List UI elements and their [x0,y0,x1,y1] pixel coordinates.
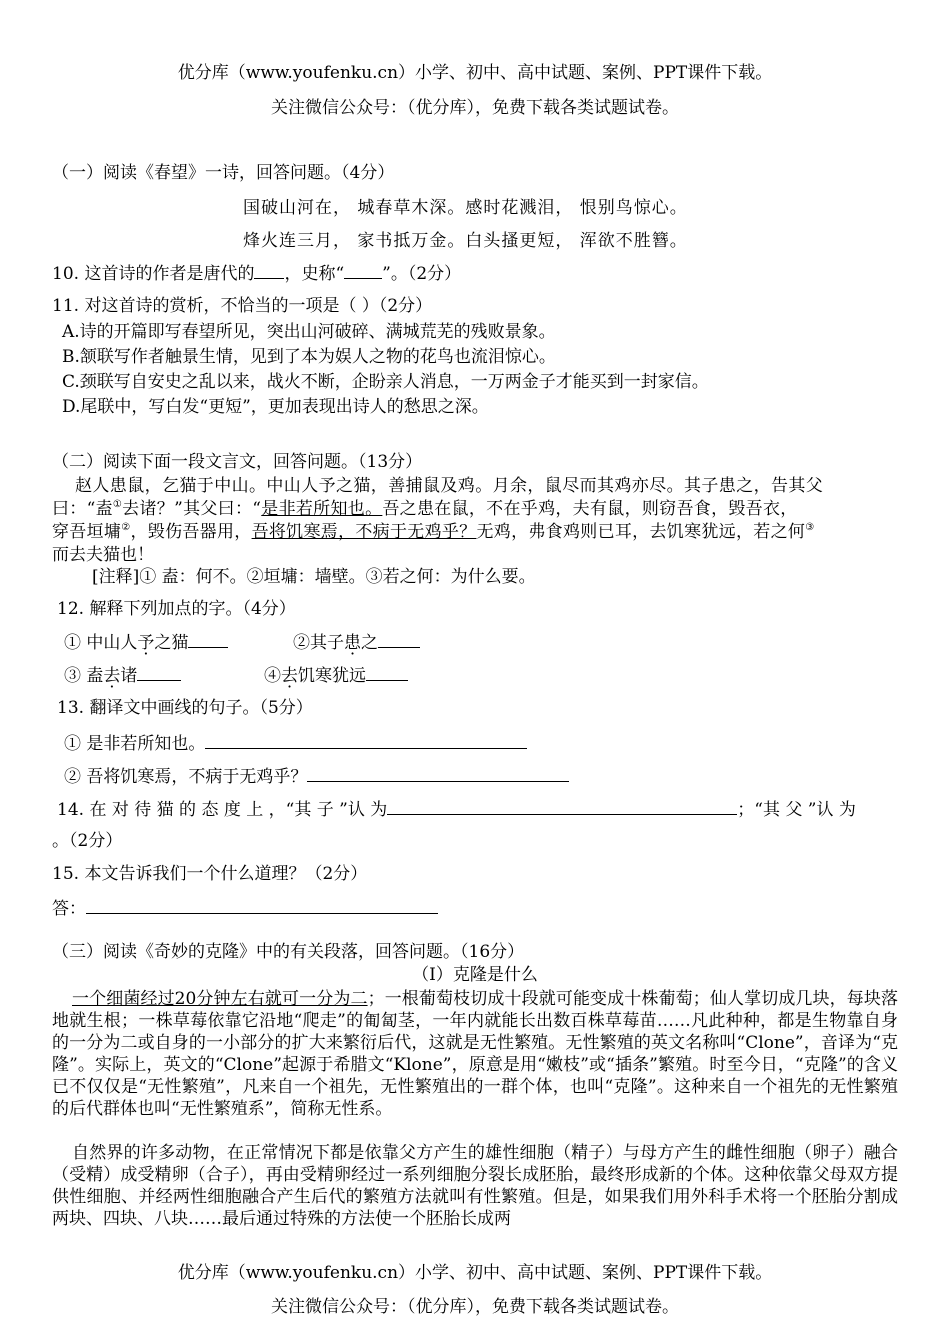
answer-label: 答： [52,899,86,919]
q11-option-c: C.颈联写自安史之乱以来，战火不断，企盼亲人消息，一万两金子才能买到一封家信。 [62,372,709,392]
q12-item-1 [64,631,228,654]
q14-blank-1[interactable] [387,798,737,815]
q13-item-1 [64,732,527,755]
q15-blank[interactable] [86,897,438,914]
section1-title: （一）阅读《春望》一诗，回答问题。（4分） [52,163,395,183]
text-seg: 14. 在 对 待 猫 的 态 度 上 ，“其 子 ”认 为 [57,800,388,820]
classical-text-line-2 [52,498,798,520]
q12-blank-2[interactable] [378,631,420,648]
q14-end: 。（2分） [52,831,123,851]
q12-item-4 [264,664,408,687]
text-seg: 曰：“盍 [52,499,113,519]
q13-blank-2[interactable] [307,765,569,782]
text-seg: ② 吾将饥寒焉，不病于无鸡乎？ [64,767,308,787]
text-seg: ④ [264,666,281,686]
section2-title: （二）阅读下面一段文言文，回答问题。（13分） [52,452,423,472]
footer-line-1: 优分库（www.youfenku.cn）小学、初中、高中试题、案例、PPT课件下载。 [177,1263,773,1283]
text-seg: 饥寒犹远 [298,666,366,686]
question-14 [57,798,856,821]
question-15: 15. 本文告诉我们一个什么道理？（2分） [52,864,368,884]
footnote-mark-1: ① [112,499,123,510]
classical-text-line-3 [52,521,814,543]
q11-option-a: A.诗的开篇即写春望所见，突出山河破碎、满城荒芜的残败景象。 [62,322,556,342]
text-seg: 穿吾垣墉 [52,522,122,542]
question-13: 13. 翻译文中画线的句子。（5分） [57,698,313,718]
section3-paragraph-1 [52,988,898,1120]
underlined-sentence: 一个细菌经过20分钟左右就可一分为二 [72,989,368,1009]
q15-answer-line [52,897,438,920]
underlined-sentence-2: 吾将饥寒焉，不病于无鸡乎？ [251,522,477,542]
q10-text-b: ，史称“ [284,264,345,284]
q10-text-c: ”。（2分） [382,264,462,284]
annotation-note: [注释]① 盍：何不。②垣墉：墙壁。③若之何：为什么要。 [92,567,536,587]
footnote-mark-3: ③ [805,522,815,533]
text-seg: ① 中山人 [64,633,138,653]
classical-text-line-4: 而去夫猫也！ [52,545,154,565]
text-seg: 去诸？”其父曰：“ [122,499,262,519]
header-line-1: 优分库（www.youfenku.cn）小学、初中、高中试题、案例、PPT课件下载。 [177,63,773,83]
text-seg: ；一根葡萄枝切成十段就可能变成十株葡萄；仙人掌切成几块，每块落地就生根；一株草莓依靠它沿地“爬走”的匍匐茎，一年内就能长出数百株草莓苗……凡此种种，都是生物靠自身的一分为二或自身的一小部分的扩大来繁衍后代，这就是无性繁殖。无性繁殖的英文名称叫“Clone”，音译为“克隆”。实际上，英文的“Clone”起源于希腊文“Klone”，原意是用“嫩枝”或“插条”繁殖。时至今日，“克隆”的含义已不仅仅是“无性繁殖”，凡来自一个祖先，无性繁殖出的一群个体，也叫“克隆”。这种来自一个祖先的无性繁殖的后代群体也叫“无性繁殖系”，简称无性系。 [52,989,898,1119]
q10-answer-blank-2[interactable] [344,262,382,279]
q12-blank-1[interactable] [188,631,228,648]
q11-option-b: B.颔联写作者触景生情，见到了本为娱人之物的花鸟也流泪惊心。 [62,347,556,367]
dotted-char: 去 [281,666,298,686]
header-line-2: 关注微信公众号：（优分库），免费下载各类试题试卷。 [271,98,679,118]
section3-paragraph-2: 自然界的许多动物，在正常情况下都是依靠父方产生的雄性细胞（精子）与母方产生的雌性细胞（卵子）融合（受精）成受精卵（合子），再由受精卵经过一系列细胞分裂长成胚胎，最终形成新的个体。这种依靠父母双方提供性细胞、并经两性细胞融合产生后代的繁殖方法就叫有性繁殖。但是，如果我们用外科手术将一个胚胎分割成两块、四块、八块……最后通过特殊的方法使一个胚胎长成两 [52,1143,898,1229]
text-seg: ；“其 父 ”认 为 [737,800,856,820]
footer-line-2: 关注微信公众号：（优分库），免费下载各类试题试卷。 [271,1297,679,1317]
poem-line-1: 国破山河在， 城春草木深。感时花溅泪， 恨别鸟惊心。 [243,198,688,218]
text-seg: 诸 [120,666,138,686]
q12-blank-4[interactable] [366,664,408,681]
dotted-char: 去 [103,666,121,686]
section3-title: （三）阅读《奇妙的克隆》中的有关段落，回答问题。（16分） [52,942,525,962]
text-seg: 吾之患在鼠，不在乎鸡，夫有鼠，则窃吾食，毁吾衣， [382,499,798,519]
text-seg: 之 [361,633,378,653]
q12-item-3 [64,664,181,687]
footnote-mark-2: ② [121,522,131,533]
text-seg: ，毁伤吾器用， [130,522,252,542]
dotted-char: 患 [344,633,361,653]
classical-text-line-1: 赵人患鼠，乞猫于中山。中山人予之猫，善捕鼠及鸡。月余，鼠尽而其鸡亦尽。其子患之，告其父 [75,476,824,496]
text-seg: ① 是非若所知也。 [64,734,206,754]
text-seg: ③ 盍 [64,666,104,686]
q12-item-2 [293,631,420,654]
q10-answer-blank-1[interactable] [254,262,284,279]
underlined-sentence-1: 是非若所知也。 [261,499,383,519]
question-10 [52,262,461,285]
q13-blank-1[interactable] [205,732,527,749]
section3-subtitle: （Ⅰ）克隆是什么 [412,965,538,985]
poem-line-2: 烽火连三月， 家书抵万金。白头搔更短， 浑欲不胜簪。 [243,231,688,251]
text-seg: 无鸡，弗食鸡则已耳，去饥寒犹远，若之何 [476,522,806,542]
q11-option-d: D.尾联中，写白发“更短”，更加表现出诗人的愁思之深。 [62,397,489,417]
q12-blank-3[interactable] [137,664,181,681]
question-12: 12. 解释下列加点的字。（4分） [57,599,296,619]
text-seg: 之猫 [154,633,189,653]
q13-item-2 [64,765,569,788]
dotted-char: 予 [137,633,155,653]
question-11: 11. 对这首诗的赏析，不恰当的一项是（ ）（2分） [52,296,433,316]
text-seg: ②其子 [293,633,344,653]
q10-text-a: 10. 这首诗的作者是唐代的 [52,264,255,284]
